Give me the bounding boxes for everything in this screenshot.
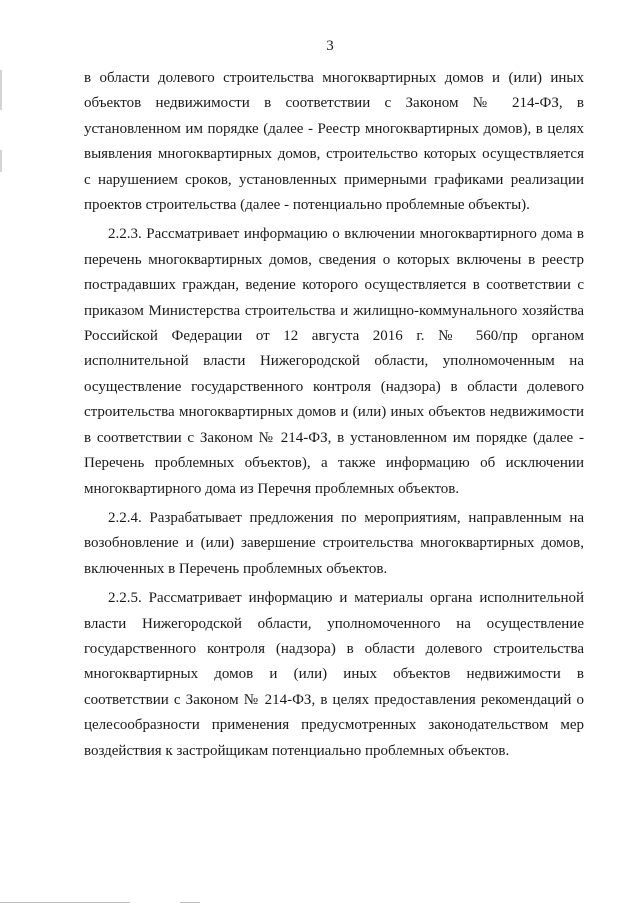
- scan-edge-mark: [0, 150, 2, 172]
- scan-edge-mark: [0, 70, 2, 110]
- paragraph-2-2-3: 2.2.3. Рассматривает информацию о включении многоквартирного дома в перечень многоквартирных домов, сведения о которых включены в реестр пострадавших граждан, ведение которого осуществляется в соответствии с приказом Министерства строительства и жилищно-коммунального хозяйства Российской Федерации от 12 августа 2016 г. № 560/пр органом исполнительной власти Нижегородской области, уполномоченным на осуществление государственного контроля (надзора) в области долевого строительства многоквартирных домов и (или) иных объектов недвижимости в соответствии с Законом № 214-ФЗ, в установленном им порядке (далее - Перечень проблемных объектов), а также информацию об исключении многоквартирного дома из Перечня проблемных объектов.: [84, 226, 584, 497]
- scan-bottom-line: [180, 902, 200, 903]
- scan-bottom-line: [0, 902, 130, 903]
- document-body: [84, 66, 584, 764]
- paragraph-2-2-5: 2.2.5. Рассматривает информацию и материалы органа исполнительной власти Нижегородской области, уполномоченного на осуществление государственного контроля (надзора) в области долевого строительства многоквартирных домов и (или) иных объектов недвижимости в соответствии с Законом № 214-ФЗ, в целях предоставления рекомендаций о целесообразности применения предусмотренных законодательством мер воздействия к застройщикам потенциально проблемных объектов.: [84, 590, 584, 759]
- paragraph-2-2-4: 2.2.4. Разрабатывает предложения по мероприятиям, направленным на возобновление и (или) завершение строительства многоквартирных домов, включенных в Перечень проблемных объектов.: [84, 509, 584, 577]
- page-number: 3: [326, 38, 334, 54]
- paragraph-continuation: в области долевого строительства многоквартирных домов и (или) иных объектов недвижимости в соответствии с Законом № 214-ФЗ, в установленном им порядке (далее - Реестр многоквартирных домов), в целях выявления многоквартирных домов, строительство которых осуществляется с нарушением сроков, установленных примерными графиками реализации проектов строительства (далее - потенциально проблемные объекты).: [84, 70, 584, 214]
